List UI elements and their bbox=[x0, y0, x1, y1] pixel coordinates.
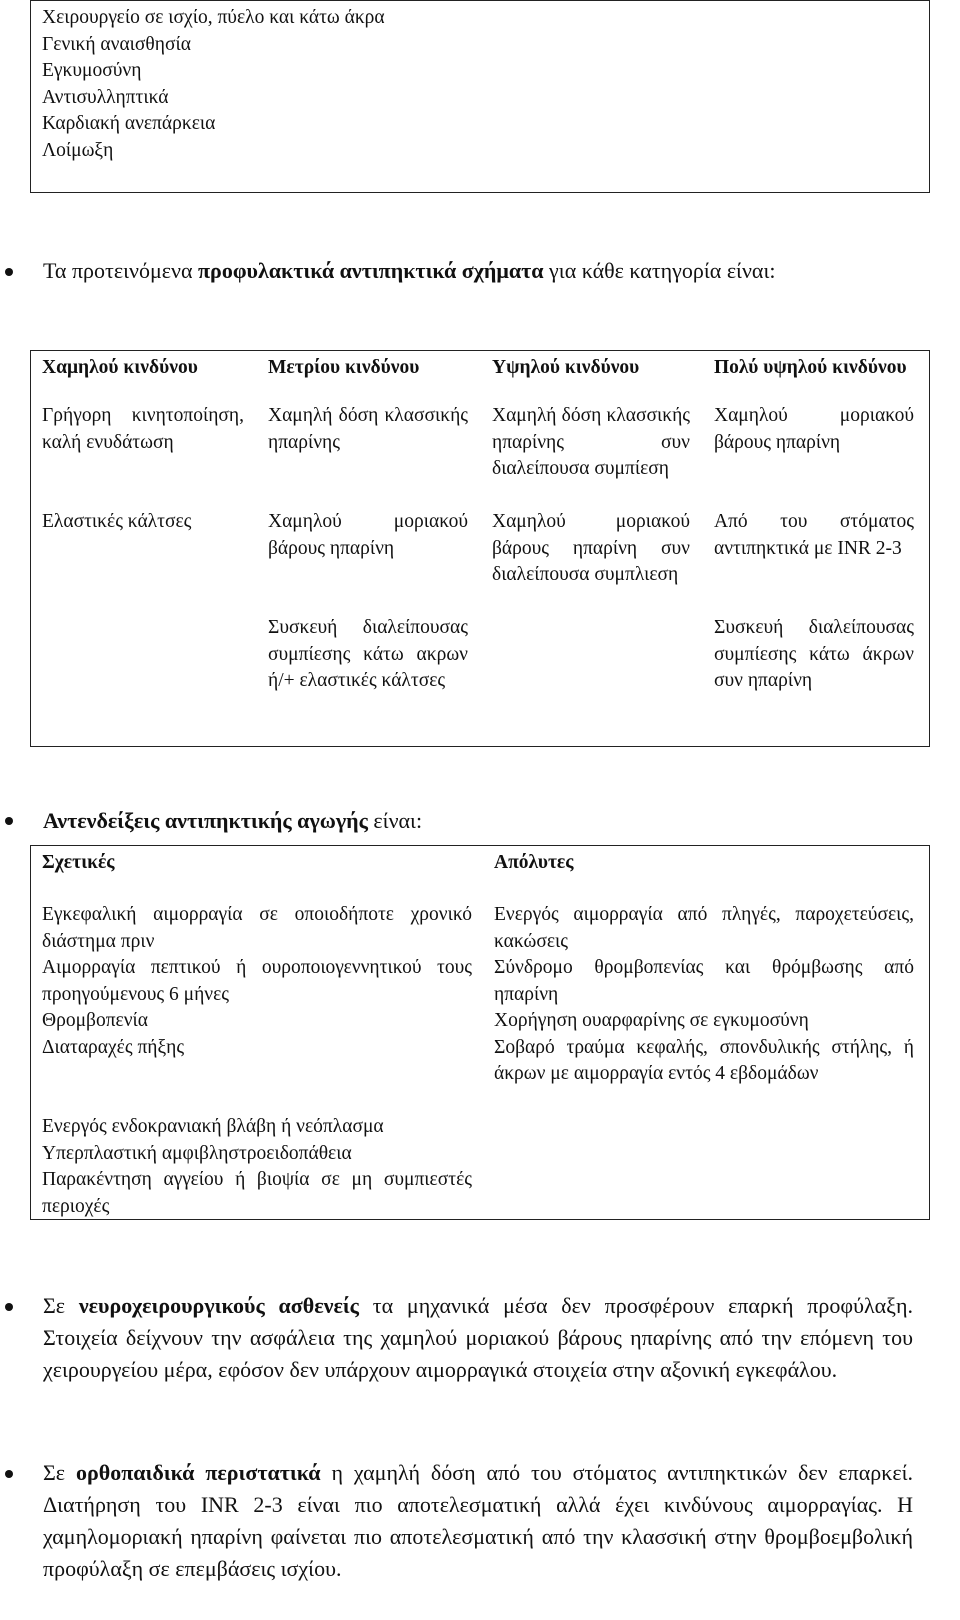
list-item: Θρομβοπενία bbox=[42, 1010, 149, 1031]
risk-factor-item: Εγκυμοσύνη bbox=[42, 60, 142, 81]
header-moderate-risk: Μετρίου κινδύνου bbox=[268, 357, 420, 378]
bullet-dot bbox=[5, 268, 13, 276]
risk-factor-item: Καρδιακή ανεπάρκεια bbox=[42, 113, 216, 134]
risk-factor-item: Λοίμωξη bbox=[42, 139, 114, 161]
orthopaedic-paragraph: Σε ορθοπαιδικά περιστατικά η χαμηλή δόση από του στόματος αντιπηκτικών δεν επαρκεί. Διατήρηση του INR 2-3 είναι πιο αποτελεσματική αλλά έχει κινδύνους αιμορραγίας. Η χαμηλομοριακή ηπαρίνη φαίνεται πιο αποτελεσματική από την κλασσική στην θρομβοεμβολική προφύλαξη σε επεμβάσεις ισχίου. bbox=[43, 1460, 914, 1581]
risk-factors-list bbox=[42, 5, 385, 164]
risk-factor-item: Αντισυλληπτικά bbox=[42, 86, 169, 108]
risk-factor-item: Γενική αναισθησία bbox=[42, 33, 191, 55]
list-item: Σύνδρομο θρομβοπενίας και θρόμβωσης από ηπαρίνη bbox=[494, 957, 914, 1005]
list-item: Παρακέντηση αγγείου ή βιοψία σε μη συμπιεστές περιοχές bbox=[42, 1169, 472, 1217]
bullet-dot bbox=[5, 1303, 13, 1311]
risk-factors-box bbox=[30, 0, 930, 193]
contraindications-table bbox=[30, 845, 930, 1220]
bullet-dot bbox=[5, 817, 13, 825]
header-absolute: Απόλυτες bbox=[494, 852, 574, 873]
moderate-risk-row1: Χαμηλή δόση κλασσικής ηπαρίνης bbox=[268, 405, 468, 453]
list-item: Υπερπλαστική αμφιβληστροειδοπάθεια bbox=[42, 1142, 352, 1164]
neurosurgery-bold: νευροχειρουργικούς ασθενείς bbox=[78, 1293, 359, 1318]
regimens-bold: προφυλακτικά αντιπηκτικά σχήματα bbox=[198, 258, 544, 283]
list-item: Σοβαρό τραύμα κεφαλής, σπονδυλικής στήλης, ή άκρων με αιμορραγία εντός 4 εβδομάδων bbox=[494, 1036, 914, 1084]
regimens-intro: Τα προτεινόμενα προφυλακτικά αντιπηκτικά σχήματα για κάθε κατηγορία είναι: bbox=[43, 258, 776, 283]
high-risk-row2: Χαμηλού μοριακού βάρους ηπαρίνη συν διαλείπουσα συμπλιεση bbox=[492, 511, 690, 585]
high-risk-row1: Χαμηλή δόση κλασσικής ηπαρίνης συν διαλείπουσα συμπίεση bbox=[492, 405, 690, 479]
bullet-dot bbox=[5, 1470, 13, 1478]
very-high-risk-row3: Συσκευή διαλείπουσας συμπίεσης κάτω άκρων συν ηπαρίνη bbox=[714, 617, 914, 691]
header-high-risk: Υψηλού κινδύνου bbox=[492, 357, 640, 378]
moderate-risk-row3: Συσκευή διαλείπουσας συμπίεσης κάτω ακρων ή/+ ελαστικές κάλτσες bbox=[268, 617, 468, 691]
low-risk-row2: Ελαστικές κάλτσες bbox=[42, 511, 192, 532]
list-item: Αιμορραγία πεπτικού ή ουροποιογεννητικού τους προηγούμενους 6 μήνες bbox=[42, 957, 472, 1005]
risk-category-table bbox=[30, 350, 930, 747]
very-high-risk-row2: Από του στόματος αντιπηκτικά με INR 2-3 bbox=[714, 511, 914, 559]
list-item: Διαταραχές πήξης bbox=[42, 1036, 185, 1058]
contraindications-bold: Αντενδείξεις αντιπηκτικής αγωγής bbox=[43, 808, 368, 833]
contraindications-intro: Αντενδείξεις αντιπηκτικής αγωγής είναι: bbox=[43, 808, 423, 833]
relative-list bbox=[42, 902, 472, 1220]
header-low-risk: Χαμηλού κινδύνου bbox=[42, 357, 198, 378]
list-item: Εγκεφαλική αιμορραγία σε οποιοδήποτε χρονικό διάστημα πριν bbox=[42, 904, 472, 952]
header-relative: Σχετικές bbox=[42, 852, 115, 873]
list-item: Ενεργός ενδοκρανιακή βλάβη ή νεόπλασμα bbox=[42, 1116, 384, 1137]
low-risk-row1: Γρήγορη κινητοποίηση, καλή ενυδάτωση bbox=[42, 405, 244, 453]
moderate-risk-row2: Χαμηλού μοριακού βάρους ηπαρίνη bbox=[268, 511, 468, 559]
absolute-list bbox=[494, 902, 914, 1088]
risk-factor-item: Χειρουργείο σε ισχίο, πύελο και κάτω άκρα bbox=[42, 7, 385, 28]
very-high-risk-row1: Χαμηλού μοριακού βάρους ηπαρίνη bbox=[714, 405, 914, 453]
list-item: Ενεργός αιμορραγία από πληγές, παροχετεύσεις, κακώσεις bbox=[494, 904, 914, 952]
orthopaedic-bold: ορθοπαιδικά περιστατικά bbox=[75, 1460, 321, 1485]
list-item: Χορήγηση ουαρφαρίνης σε εγκυμοσύνη bbox=[494, 1010, 809, 1031]
neurosurgery-paragraph: Σε νευροχειρουργικούς ασθενείς τα μηχανικά μέσα δεν προσφέρουν επαρκή προφύλαξη. Στοιχεία δείχνουν την ασφάλεια της χαμηλού μοριακού βάρους ηπαρίνης από την επόμενη του χειρουργείου μέρα, εφόσον δεν υπάρχουν αιμορραγικά στοιχεία στην αξονική εγκεφάλου. bbox=[43, 1293, 913, 1382]
header-very-high-risk: Πολύ υψηλού κινδύνου bbox=[714, 357, 907, 378]
